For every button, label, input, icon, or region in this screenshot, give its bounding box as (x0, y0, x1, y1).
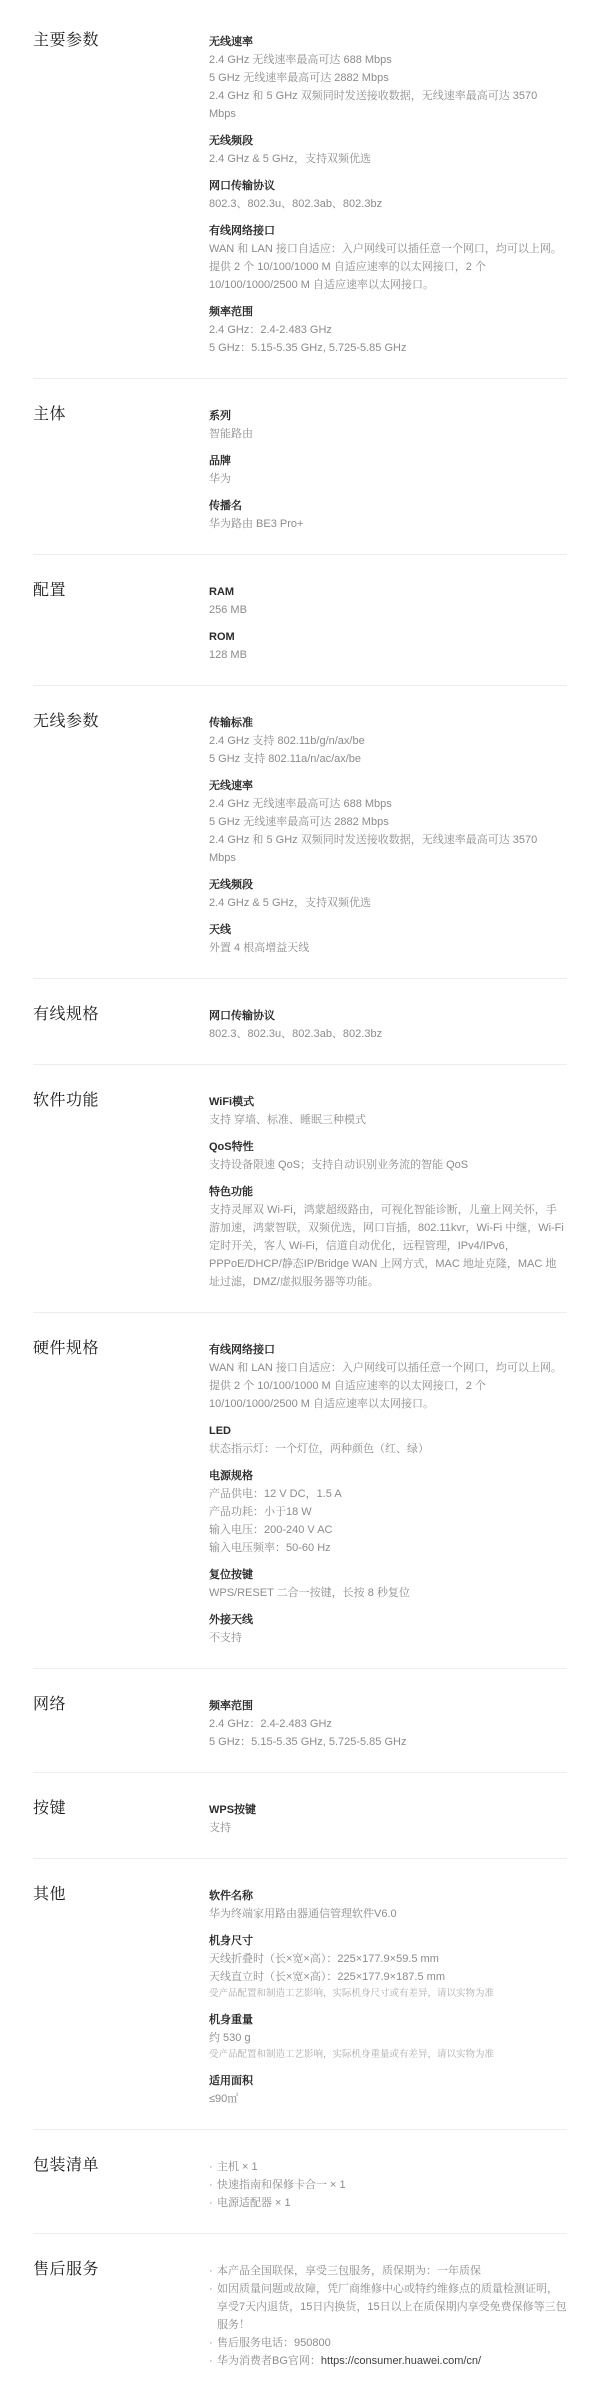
spec-section (33, 0, 567, 379)
spec-value: 支持 穿墙、标准、睡眠三种模式 (209, 1114, 367, 1126)
spec-section (33, 555, 567, 686)
section-content (209, 1338, 567, 1647)
spec-value: 128 MB (209, 649, 247, 661)
spec-section (33, 379, 567, 555)
bullet-icon: · (209, 2197, 213, 2209)
spec-section (33, 1669, 567, 1773)
bullet-item-text: 售后服务电话：950800 (217, 2337, 331, 2349)
spec-block (209, 628, 567, 664)
spec-value: 256 MB (209, 604, 247, 616)
bullet-list-item (209, 2352, 567, 2370)
spec-value: 5 GHz 无线速率最高可达 2882 Mbps (209, 816, 389, 828)
spec-value-text: 华为消费者BG官网： (217, 2355, 321, 2367)
spec-value: WAN 和 LAN 接口自适应：入户网线可以插任意一个网口，均可以上网。提供 2 个 10/100/1000 M 自适应速率的以太网接口，2 个 10/100/1000/2500 M 自适应速率以太网接口。 (209, 1362, 562, 1410)
spec-value: 输入电压：200-240 V AC (209, 1524, 333, 1536)
spec-label: 有线网络接口 (209, 225, 275, 237)
spec-block (209, 1932, 567, 2002)
bullet-list-item (209, 2262, 567, 2280)
spec-value: 5 GHz 无线速率最高可达 2882 Mbps (209, 72, 389, 84)
section-content (209, 1798, 567, 1837)
section-title: 其他 (33, 1886, 67, 1903)
bullet-icon: · (209, 2355, 213, 2367)
spec-label: 机身尺寸 (209, 1935, 253, 1947)
spec-label: 外接天线 (209, 1614, 253, 1626)
spec-block (209, 1697, 567, 1751)
spec-note: 受产品配置和制造工艺影响，实际机身尺寸或有差异，请以实物为准 (209, 1988, 495, 1999)
spec-value: 智能路由 (209, 428, 253, 440)
spec-label: LED (209, 1425, 231, 1437)
bullet-icon: · (209, 2179, 213, 2191)
spec-value: 2.4 GHz：2.4-2.483 GHz (209, 324, 332, 336)
spec-value: 华为路由 BE3 Pro+ (209, 518, 304, 530)
section-content (209, 1884, 567, 2108)
spec-value: 2.4 GHz 无线速率最高可达 688 Mbps (209, 54, 392, 66)
spec-label: ROM (209, 631, 235, 643)
spec-section (33, 2234, 567, 2391)
section-title: 主体 (33, 406, 67, 423)
spec-value: 产品功耗：小于18 W (209, 1506, 312, 1518)
spec-value: 5 GHz：5.15-5.35 GHz, 5.725-5.85 GHz (209, 342, 407, 354)
section-content (209, 1090, 567, 1291)
section-content (209, 404, 567, 533)
spec-block (209, 1611, 567, 1647)
spec-block (209, 2011, 567, 2063)
bullet-item-text: 电源适配器 × 1 (217, 2197, 291, 2209)
spec-label: 机身重量 (209, 2014, 253, 2026)
spec-block (209, 1467, 567, 1557)
bullet-item-text: 主机 × 1 (217, 2161, 258, 2173)
spec-block (209, 2262, 567, 2370)
spec-block (209, 303, 567, 357)
spec-block (209, 921, 567, 957)
spec-value: 华为 (209, 473, 231, 485)
spec-section (33, 1859, 567, 2130)
spec-value: 不支持 (209, 1632, 242, 1644)
spec-block (209, 583, 567, 619)
bullet-icon: · (209, 2337, 213, 2349)
spec-label: 网口传输协议 (209, 180, 275, 192)
spec-label: 频率范围 (209, 306, 253, 318)
spec-label: 无线速率 (209, 36, 253, 48)
spec-block (209, 1566, 567, 1602)
section-title: 网络 (33, 1696, 67, 1713)
spec-label: 系列 (209, 410, 231, 422)
bullet-item-text: 快速指南和保修卡合一 × 1 (217, 2179, 346, 2191)
section-content (209, 1004, 567, 1043)
spec-label: 特色功能 (209, 1186, 253, 1198)
spec-block (209, 1801, 567, 1837)
spec-value: ≤90㎡ (209, 2093, 239, 2105)
spec-value: 2.4 GHz：2.4-2.483 GHz (209, 1718, 332, 1730)
spec-label: 复位按键 (209, 1569, 253, 1581)
bullet-list-item (209, 2280, 567, 2334)
spec-block (209, 177, 567, 213)
spec-value: 2.4 GHz & 5 GHz，支持双频优选 (209, 897, 371, 909)
spec-block (209, 452, 567, 488)
spec-block (209, 1093, 567, 1129)
bullet-icon: · (209, 2161, 213, 2173)
spec-block (209, 1341, 567, 1413)
section-content (209, 711, 567, 957)
spec-value: 天线折叠时（长×宽×高）：225×177.9×59.5 mm (209, 1953, 439, 1965)
section-title: 配置 (33, 582, 67, 599)
spec-block (209, 2072, 567, 2108)
spec-value: WAN 和 LAN 接口自适应：入户网线可以插任意一个网口，均可以上网。提供 2 个 10/100/1000 M 自适应速率的以太网接口，2 个 10/100/1000/2500 M 自适应速率以太网接口。 (209, 243, 562, 291)
bullet-list-item (209, 2194, 567, 2212)
spec-label: 无线频段 (209, 135, 253, 147)
section-title: 无线参数 (33, 713, 100, 730)
spec-block (209, 1007, 567, 1043)
spec-value: 802.3、802.3u、802.3ab、802.3bz (209, 198, 383, 210)
spec-value: 外置 4 根高增益天线 (209, 942, 310, 954)
bullet-item-text (217, 2352, 567, 2370)
spec-value: 2.4 GHz 和 5 GHz 双频同时发送接收数据，无线速率最高可达 3570 Mbps (209, 834, 538, 864)
spec-label: 网口传输协议 (209, 1010, 275, 1022)
section-content (209, 1694, 567, 1751)
spec-section (33, 1313, 567, 1669)
section-content (209, 2155, 567, 2212)
spec-block (209, 1422, 567, 1458)
spec-label: 频率范围 (209, 1700, 253, 1712)
bullet-list-item (209, 2334, 567, 2352)
spec-block (209, 33, 567, 123)
spec-value: 2.4 GHz 和 5 GHz 双频同时发送接收数据，无线速率最高可达 3570 Mbps (209, 90, 538, 120)
spec-block (209, 497, 567, 533)
spec-sections-list (33, 0, 567, 2391)
spec-value: 天线直立时（长×宽×高）：225×177.9×187.5 mm (209, 1971, 445, 1983)
spec-block (209, 2158, 567, 2212)
spec-value: 支持 (209, 1822, 231, 1834)
section-title: 按键 (33, 1800, 67, 1817)
spec-value: 华为终端家用路由器通信管理软件V6.0 (209, 1908, 397, 1920)
spec-block (209, 407, 567, 443)
spec-value: 2.4 GHz & 5 GHz，支持双频优选 (209, 153, 371, 165)
spec-value: 5 GHz 支持 802.11a/n/ac/ax/be (209, 753, 362, 765)
spec-label: 软件名称 (209, 1890, 253, 1902)
spec-block (209, 1887, 567, 1923)
section-content (209, 580, 567, 664)
spec-value: 5 GHz：5.15-5.35 GHz, 5.725-5.85 GHz (209, 1736, 407, 1748)
spec-label: 传播名 (209, 500, 242, 512)
spec-block (209, 714, 567, 768)
spec-block (209, 777, 567, 867)
spec-value: 支持灵犀双 Wi-Fi，鸿蒙超级路由，可视化智能诊断，儿童上网关怀，手游加速，鸿蒙智联，双频优选，网口盲插，802.11kvr，Wi-Fi 中继，Wi-Fi 定时开关，客人 Wi-Fi，信道自动优化，远程管理，IPv4/IPv6，PPPoE/DHCP/静态IP/Bridge WAN 上网方式，MAC 地址克隆，MAC 地址过滤，DMZ/虚拟服务器等功能。 (209, 1204, 564, 1288)
spec-value: 2.4 GHz 无线速率最高可达 688 Mbps (209, 798, 392, 810)
section-title: 售后服务 (33, 2261, 100, 2278)
spec-label: 无线速率 (209, 780, 253, 792)
spec-label: 有线网络接口 (209, 1344, 275, 1356)
section-content (209, 30, 567, 357)
spec-block (209, 222, 567, 294)
spec-section (33, 686, 567, 979)
spec-value: 约 530 g (209, 2032, 251, 2044)
spec-block (209, 1183, 567, 1291)
bullet-icon: · (209, 2283, 213, 2295)
spec-label: 传输标准 (209, 717, 253, 729)
bullet-list-item (209, 2158, 567, 2176)
spec-label: 天线 (209, 924, 231, 936)
spec-section (33, 2130, 567, 2234)
spec-section (33, 979, 567, 1065)
section-title: 包装清单 (33, 2157, 100, 2174)
spec-label: 适用面积 (209, 2075, 253, 2087)
spec-label: 品牌 (209, 455, 231, 467)
spec-value: 支持设备限速 QoS；支持自动识别业务流的智能 QoS (209, 1159, 469, 1171)
bullet-item-text: 本产品全国联保，享受三包服务，质保期为：一年质保 (217, 2265, 481, 2277)
bullet-item-text: 如因质量问题或故障，凭厂商维修中心或特约维修点的质量检测证明，享受7天内退货，15日内换货，15日以上在质保期内享受免费保修等三包服务！ (217, 2283, 567, 2331)
section-title: 主要参数 (33, 32, 100, 49)
spec-block (209, 876, 567, 912)
spec-label: WiFi模式 (209, 1096, 255, 1108)
spec-value: 产品供电：12 V DC，1.5 A (209, 1488, 342, 1500)
section-content (209, 2259, 567, 2370)
bullet-list-item (209, 2176, 567, 2194)
spec-label: QoS特性 (209, 1141, 254, 1153)
spec-label: RAM (209, 586, 235, 598)
spec-label: 无线频段 (209, 879, 253, 891)
spec-block (209, 132, 567, 168)
spec-value: 802.3、802.3u、802.3ab、802.3bz (209, 1028, 383, 1040)
section-title: 软件功能 (33, 1092, 100, 1109)
spec-value: 状态指示灯：一个灯位，两种颜色（红、绿） (209, 1443, 429, 1455)
spec-block (209, 1138, 567, 1174)
consumer-site-link[interactable]: https://consumer.huawei.com/cn/ (320, 2355, 482, 2367)
bullet-icon: · (209, 2265, 213, 2277)
spec-value: 输入电压频率：50-60 Hz (209, 1542, 331, 1554)
section-title: 有线规格 (33, 1006, 100, 1023)
section-title: 硬件规格 (33, 1340, 100, 1357)
spec-label: WPS按键 (209, 1804, 257, 1816)
spec-section (33, 1065, 567, 1313)
spec-section (33, 1773, 567, 1859)
spec-note: 受产品配置和制造工艺影响，实际机身重量或有差异，请以实物为准 (209, 2049, 495, 2060)
spec-value: 2.4 GHz 支持 802.11b/g/n/ax/be (209, 735, 365, 747)
spec-value: WPS/RESET 二合一按键，长按 8 秒复位 (209, 1587, 410, 1599)
spec-label: 电源规格 (209, 1470, 253, 1482)
